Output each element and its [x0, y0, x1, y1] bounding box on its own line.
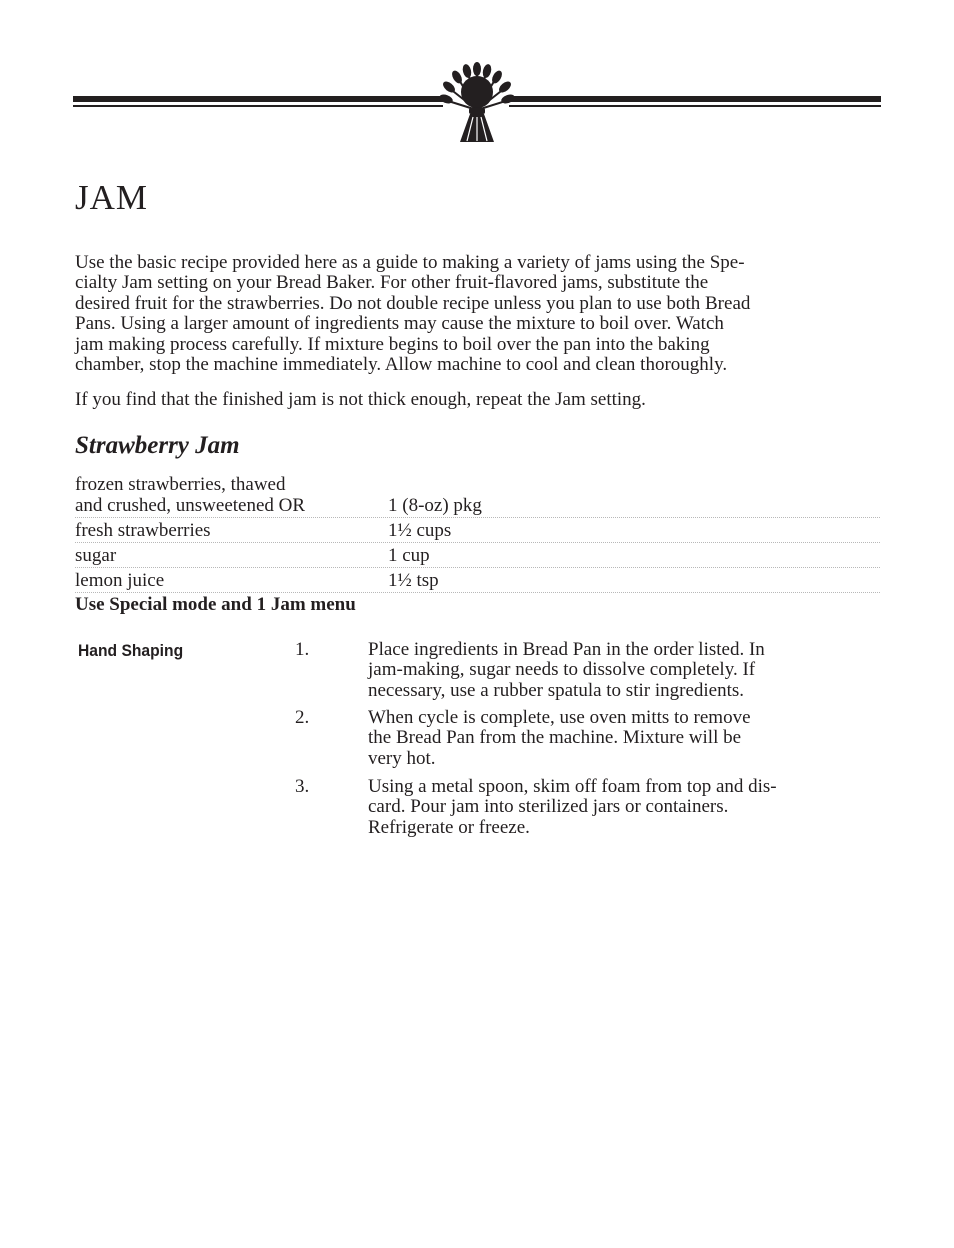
intro-line: cialty Jam setting on your Bread Baker. For other fruit-flavored jams, substitute the — [75, 272, 709, 294]
ingredient-name: lemon juice — [75, 569, 165, 591]
step-line: Using a metal spoon, skim off foam from top and dis- — [368, 776, 777, 797]
page-title: JAM — [75, 178, 149, 217]
step-line: card. Pour jam into sterilized jars or containers. — [368, 796, 729, 818]
intro-paragraph — [75, 253, 805, 375]
intro-line: jam making process carefully. If mixture begins to boil over the pan into the baking — [75, 333, 710, 355]
intro-line: chamber, stop the machine immediately. Allow machine to cool and clean thoroughly. — [75, 354, 728, 376]
hand-shaping-label: Hand Shaping — [78, 641, 184, 660]
step-text — [368, 708, 808, 769]
ingredient-list — [75, 474, 880, 593]
ingredient-quantity: 1½ tsp — [388, 569, 439, 591]
step-number: 2. — [295, 707, 310, 728]
ingredient-name-line: and crushed, unsweetened OR — [75, 494, 306, 516]
ingredient-row — [75, 543, 880, 568]
step-line: necessary, use a rubber spatula to stir ingredients. — [368, 679, 745, 701]
ingredient-name: fresh strawberries — [75, 519, 211, 541]
step-number: 3. — [295, 776, 310, 797]
step-line: the Bread Pan from the machine. Mixture will be — [368, 727, 742, 749]
intro-note: If you find that the finished jam is not thick enough, repeat the Jam setting. — [75, 389, 646, 410]
step-text — [368, 640, 808, 701]
wheat-sheaf-icon — [440, 62, 514, 146]
step-line: When cycle is complete, use oven mitts to remove — [368, 707, 751, 728]
step-text — [368, 777, 808, 838]
header-rule-left — [73, 96, 443, 110]
step-line: Refrigerate or freeze. — [368, 816, 530, 838]
step-line: very hot. — [368, 747, 436, 769]
intro-line: Pans. Using a larger amount of ingredients may cause the mixture to boil over. Watch — [75, 313, 724, 335]
ingredient-name: sugar — [75, 544, 117, 566]
step-number: 1. — [295, 639, 310, 660]
intro-line: Use the basic recipe provided here as a guide to making a variety of jams using the Spe- — [75, 252, 745, 273]
ingredient-name-line: frozen strawberries, thawed — [75, 474, 286, 496]
intro-line: desired fruit for the strawberries. Do not double recipe unless you plan to use both Bread — [75, 292, 751, 314]
header-rule-right — [509, 96, 881, 110]
ingredient-quantity: 1 (8-oz) pkg — [388, 494, 482, 516]
ingredient-row — [75, 474, 880, 518]
ingredient-name — [75, 475, 375, 516]
recipe-title: Strawberry Jam — [75, 432, 240, 459]
step-line: jam-making, sugar needs to dissolve completely. If — [368, 659, 756, 681]
mode-instruction: Use Special mode and 1 Jam menu — [75, 594, 356, 615]
ingredient-row — [75, 568, 880, 593]
ingredient-row — [75, 518, 880, 543]
ingredient-quantity: 1 cup — [388, 544, 430, 566]
step-line: Place ingredients in Bread Pan in the order listed. In — [368, 639, 765, 660]
ingredient-quantity: 1½ cups — [388, 519, 452, 541]
